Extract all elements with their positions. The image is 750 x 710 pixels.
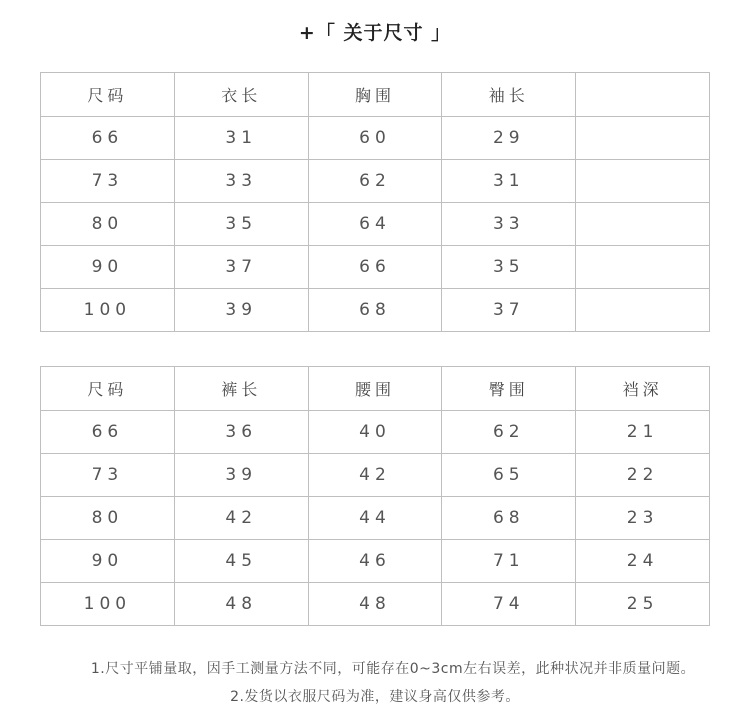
header-cell: 尺码 (41, 73, 175, 117)
header-cell: 胸围 (308, 73, 442, 117)
table-cell: 35 (442, 246, 576, 289)
table-cell: 73 (41, 160, 175, 203)
header-cell: 袖长 (442, 73, 576, 117)
table-cell: 39 (174, 289, 308, 332)
table-row (41, 203, 710, 246)
table-cell (576, 160, 710, 203)
table-row (41, 160, 710, 203)
table-cell: 80 (41, 497, 175, 540)
header-cell: 衣长 (174, 73, 308, 117)
table-cell: 40 (308, 411, 442, 454)
table-cell: 90 (41, 540, 175, 583)
table-cell: 31 (174, 117, 308, 160)
table-cell: 36 (174, 411, 308, 454)
table-cell: 45 (174, 540, 308, 583)
table-cell: 90 (41, 246, 175, 289)
table-cell: 24 (576, 540, 710, 583)
table-cell: 48 (174, 583, 308, 626)
table-header-row (41, 73, 710, 117)
table-cell: 29 (442, 117, 576, 160)
top-size-table (40, 72, 710, 332)
table-row (41, 117, 710, 160)
header-cell: 腰围 (308, 367, 442, 411)
table-cell: 80 (41, 203, 175, 246)
table-cell (576, 246, 710, 289)
table-cell: 22 (576, 454, 710, 497)
table-cell: 25 (576, 583, 710, 626)
table-cell: 66 (41, 117, 175, 160)
header-cell: 尺码 (41, 367, 175, 411)
table-cell: 37 (442, 289, 576, 332)
header-cell: 裤长 (174, 367, 308, 411)
table-row (41, 411, 710, 454)
table-cell: 31 (442, 160, 576, 203)
table-cell (576, 289, 710, 332)
table-cell: 21 (576, 411, 710, 454)
table-cell: 100 (41, 583, 175, 626)
table-row (41, 454, 710, 497)
header-cell: 裆深 (576, 367, 710, 411)
header-cell (576, 73, 710, 117)
header-cell: 臀围 (442, 367, 576, 411)
table-cell: 48 (308, 583, 442, 626)
table-row (41, 246, 710, 289)
table-cell (576, 117, 710, 160)
table-cell: 46 (308, 540, 442, 583)
table-cell: 60 (308, 117, 442, 160)
table-cell: 33 (442, 203, 576, 246)
table-row (41, 583, 710, 626)
table-cell: 42 (308, 454, 442, 497)
table-cell: 44 (308, 497, 442, 540)
table-cell (576, 203, 710, 246)
table-cell: 71 (442, 540, 576, 583)
table-cell: 68 (442, 497, 576, 540)
table-cell: 37 (174, 246, 308, 289)
table-header-row (41, 367, 710, 411)
table-row (41, 540, 710, 583)
table-cell: 33 (174, 160, 308, 203)
bottom-size-table (40, 366, 710, 626)
table-cell: 74 (442, 583, 576, 626)
table-cell: 66 (308, 246, 442, 289)
table-cell: 68 (308, 289, 442, 332)
table-row (41, 289, 710, 332)
table-cell: 62 (442, 411, 576, 454)
table-cell: 64 (308, 203, 442, 246)
table-row (41, 497, 710, 540)
table-cell: 73 (41, 454, 175, 497)
page-title: +「 关于尺寸 」 (298, 22, 452, 44)
table-cell: 66 (41, 411, 175, 454)
table-cell: 23 (576, 497, 710, 540)
table-cell: 65 (442, 454, 576, 497)
table-cell: 39 (174, 454, 308, 497)
table-cell: 62 (308, 160, 442, 203)
table-cell: 35 (174, 203, 308, 246)
measurement-note: 1.尺寸平铺量取，因手工测量方法不同，可能存在0~3cm左右误差，此种状况并非质量问题。 (90, 661, 696, 677)
table-cell: 42 (174, 497, 308, 540)
table-cell: 100 (41, 289, 175, 332)
shipping-note: 2.发货以衣服尺码为准，建议身高仅供参考。 (230, 689, 520, 705)
